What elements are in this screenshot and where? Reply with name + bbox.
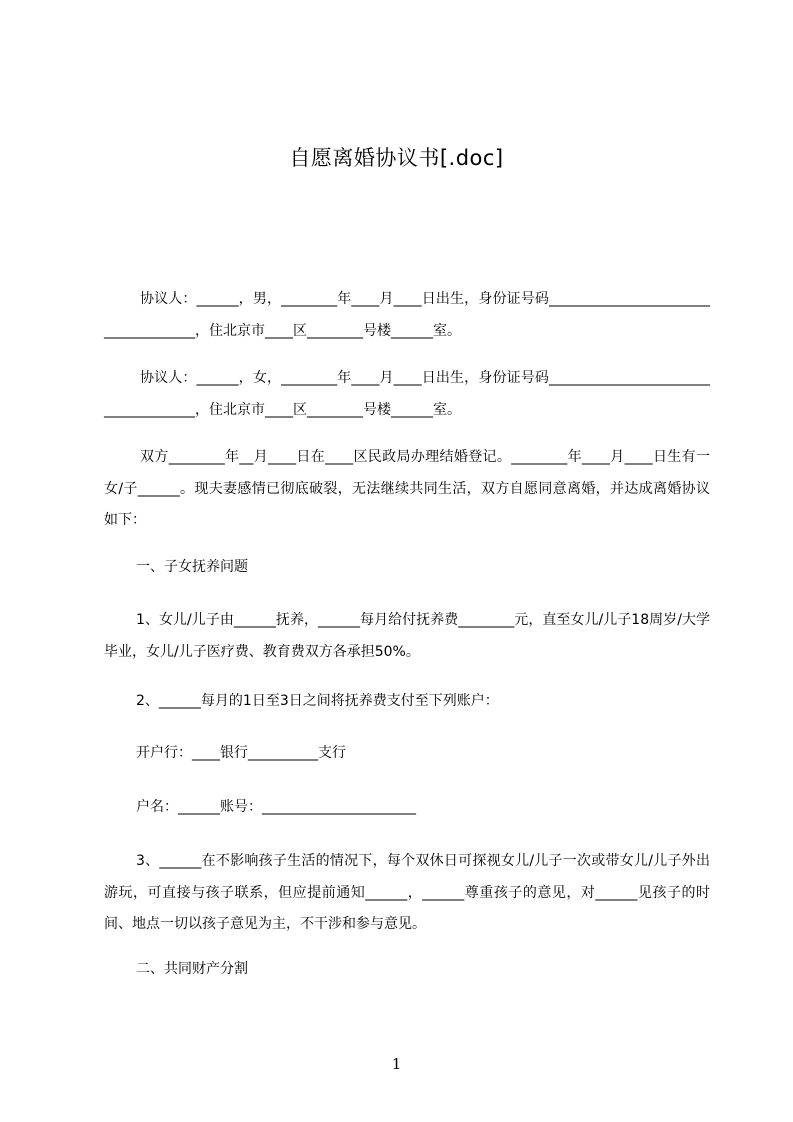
party-paragraph-female: 协议人：______，女，________年____月____日出生，身份证号码____________________________________，住北京市____区________号楼______室。 bbox=[104, 370, 710, 418]
page-number: 1 bbox=[391, 1055, 402, 1073]
clause-visitation: 3、______在不影响孩子生活的情况下，每个双休日可探视女儿/儿子一次或带女儿/儿子外出游玩，可直接与孩子联系，但应提前通知______，______尊重孩子的意见，对______见孩子的时间、地点一切以孩子意见为主，不干涉和参与意见。 bbox=[104, 853, 710, 932]
document-title: 自愿离婚协议书[.doc] bbox=[289, 146, 504, 170]
section-heading-child-support: 一、子女抚养问题 bbox=[136, 559, 248, 575]
account-info-line: 户名：______账号：______________________ bbox=[136, 799, 416, 815]
section-heading-property: 二、共同财产分割 bbox=[136, 961, 248, 977]
bank-info-line: 开户行：____银行__________支行 bbox=[136, 745, 346, 761]
clause-payment-schedule: 2、______每月的1日至3日之间将抚养费支付至下列账户： bbox=[136, 693, 499, 709]
intro-paragraph: 双方________年__月____日在____区民政局办理结婚登记。________年____月____日生有一女/子______。现夫妻感情已彻底破裂，无法继续共同生活，双方自愿同意离婚，并达成离婚协议如下： bbox=[104, 449, 710, 528]
party-paragraph-male: 协议人：______，男，________年____月____日出生，身份证号码____________________________________，住北京市____区________号楼______室。 bbox=[104, 291, 710, 339]
clause-child-custody: 1、女儿/儿子由______抚养，______每月给付抚养费________元，直至女儿/儿子18周岁/大学毕业，女儿/儿子医疗费、教育费双方各承担50%。 bbox=[104, 612, 710, 660]
